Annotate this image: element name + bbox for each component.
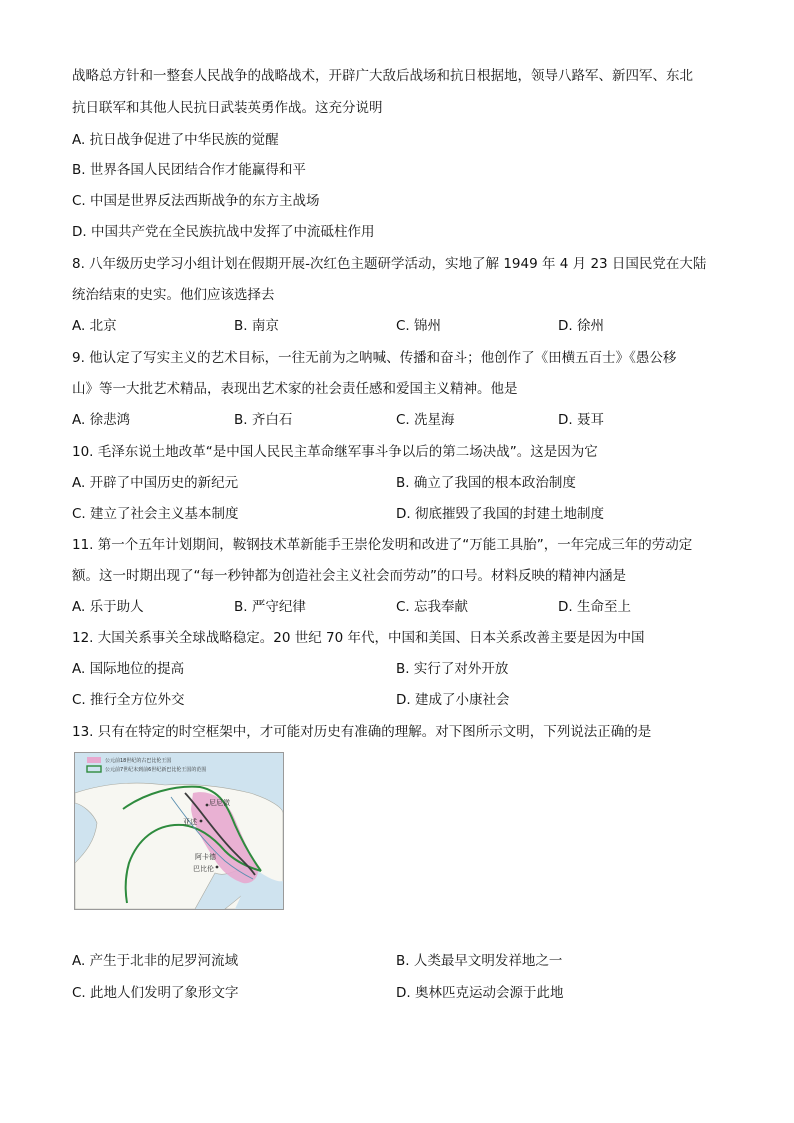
q12-option-b[interactable]: B. 实行了对外开放 [396,661,509,677]
q11-option-c[interactable]: C. 忘我奉献 [396,599,469,615]
assyria-marker [200,820,203,823]
q8-option-a[interactable]: A. 北京 [72,318,117,334]
q11-stem-line1: 11. 第一个五年计划期间，鞍钢技术革新能手王崇伦发明和改进了“万能工具胎”，一年完成三年的劳动定 [72,537,693,553]
q12-option-c[interactable]: C. 推行全方位外交 [72,692,185,708]
q9-option-a[interactable]: A. 徐悲鸿 [72,412,131,428]
q13-option-b[interactable]: B. 人类最早文明发祥地之一 [396,953,563,969]
legend-swatch-old [87,757,101,763]
q7-option-d[interactable]: D. 中国共产党在全民族抗战中发挥了中流砥柱作用 [72,224,375,240]
q9-stem-line2: 山》等一大批艺术精品，表现出艺术家的社会责任感和爱国主义精神。他是 [72,381,518,397]
q8-option-c[interactable]: C. 锦州 [396,318,442,334]
q10-option-b[interactable]: B. 确立了我国的根本政治制度 [396,475,576,491]
q11-stem-line2: 额。这一时期出现了“每一秒钟都为创造社会主义社会而劳动”的口号。材料反映的精神内涵是 [72,568,626,584]
q8-stem-line2: 统治结束的史实。他们应该选择去 [72,287,275,303]
q7-option-a[interactable]: A. 抗日战争促进了中华民族的觉醒 [72,132,279,148]
q12-option-d[interactable]: D. 建成了小康社会 [396,692,510,708]
q11-option-d[interactable]: D. 生命至上 [558,599,631,615]
q13-stem: 13. 只有在特定的时空框架中，才可能对历史有准确的理解。对下图所示文明，下列说法正确的是 [72,724,652,740]
q7-option-b[interactable]: B. 世界各国人民团结合作才能赢得和平 [72,162,306,178]
label-assyria: 亚述 [183,818,197,826]
q10-option-d[interactable]: D. 彻底摧毁了我国的封建土地制度 [396,506,604,522]
q7-stem-line2: 抗日联军和其他人民抗日武装英勇作战。这充分说明 [72,100,383,116]
legend-new-babylon: 公元前7世纪末到前6世纪新巴比伦王国的范围 [105,767,207,773]
q9-stem-line1: 9. 他认定了写实主义的艺术目标，一往无前为之呐喊、传播和奋斗；他创作了《田横五百士》《愚公移 [72,350,677,366]
q7-stem-line1: 战略总方针和一整套人民战争的战略战术，开辟广大敌后战场和抗日根据地，领导八路军、新四军、东北 [72,68,693,84]
q12-option-a[interactable]: A. 国际地位的提高 [72,661,185,677]
nineveh-marker [206,804,209,807]
q12-stem: 12. 大国关系事关全球战略稳定。20 世纪 70 年代，中国和美国、日本关系改善主要是因为中国 [72,630,645,646]
q10-option-c[interactable]: C. 建立了社会主义基本制度 [72,506,239,522]
q9-option-d[interactable]: D. 聂耳 [558,412,604,428]
q10-option-a[interactable]: A. 开辟了中国历史的新纪元 [72,475,239,491]
label-nineveh: 尼尼微 [209,799,230,807]
q11-option-a[interactable]: A. 乐于助人 [72,599,144,615]
q13-option-a[interactable]: A. 产生于北非的尼罗河流域 [72,953,239,969]
label-babylon: 巴比伦 [193,865,214,873]
q9-option-c[interactable]: C. 冼星海 [396,412,455,428]
q8-stem-line1: 8. 八年级历史学习小组计划在假期开展-次红色主题研学活动，实地了解 1949 年 4 月 23 日国民党在大陆 [72,256,707,272]
q13-option-d[interactable]: D. 奥林匹克运动会源于此地 [396,985,564,1001]
q9-option-b[interactable]: B. 齐白石 [234,412,293,428]
q8-option-b[interactable]: B. 南京 [234,318,279,334]
q11-option-b[interactable]: B. 严守纪律 [234,599,306,615]
q13-option-c[interactable]: C. 此地人们发明了象形文字 [72,985,239,1001]
mesopotamia-map [74,752,284,910]
legend-old-babylon: 公元前18世纪的古巴比伦王国 [105,758,172,764]
q7-option-c[interactable]: C. 中国是世界反法西斯战争的东方主战场 [72,193,320,209]
label-akkad: 阿卡德 [195,853,216,861]
q8-option-d[interactable]: D. 徐州 [558,318,604,334]
babylon-marker [216,866,219,869]
q10-stem: 10. 毛泽东说土地改革“是中国人民民主革命继军事斗争以后的第二场决战”。这是因为它 [72,444,598,460]
